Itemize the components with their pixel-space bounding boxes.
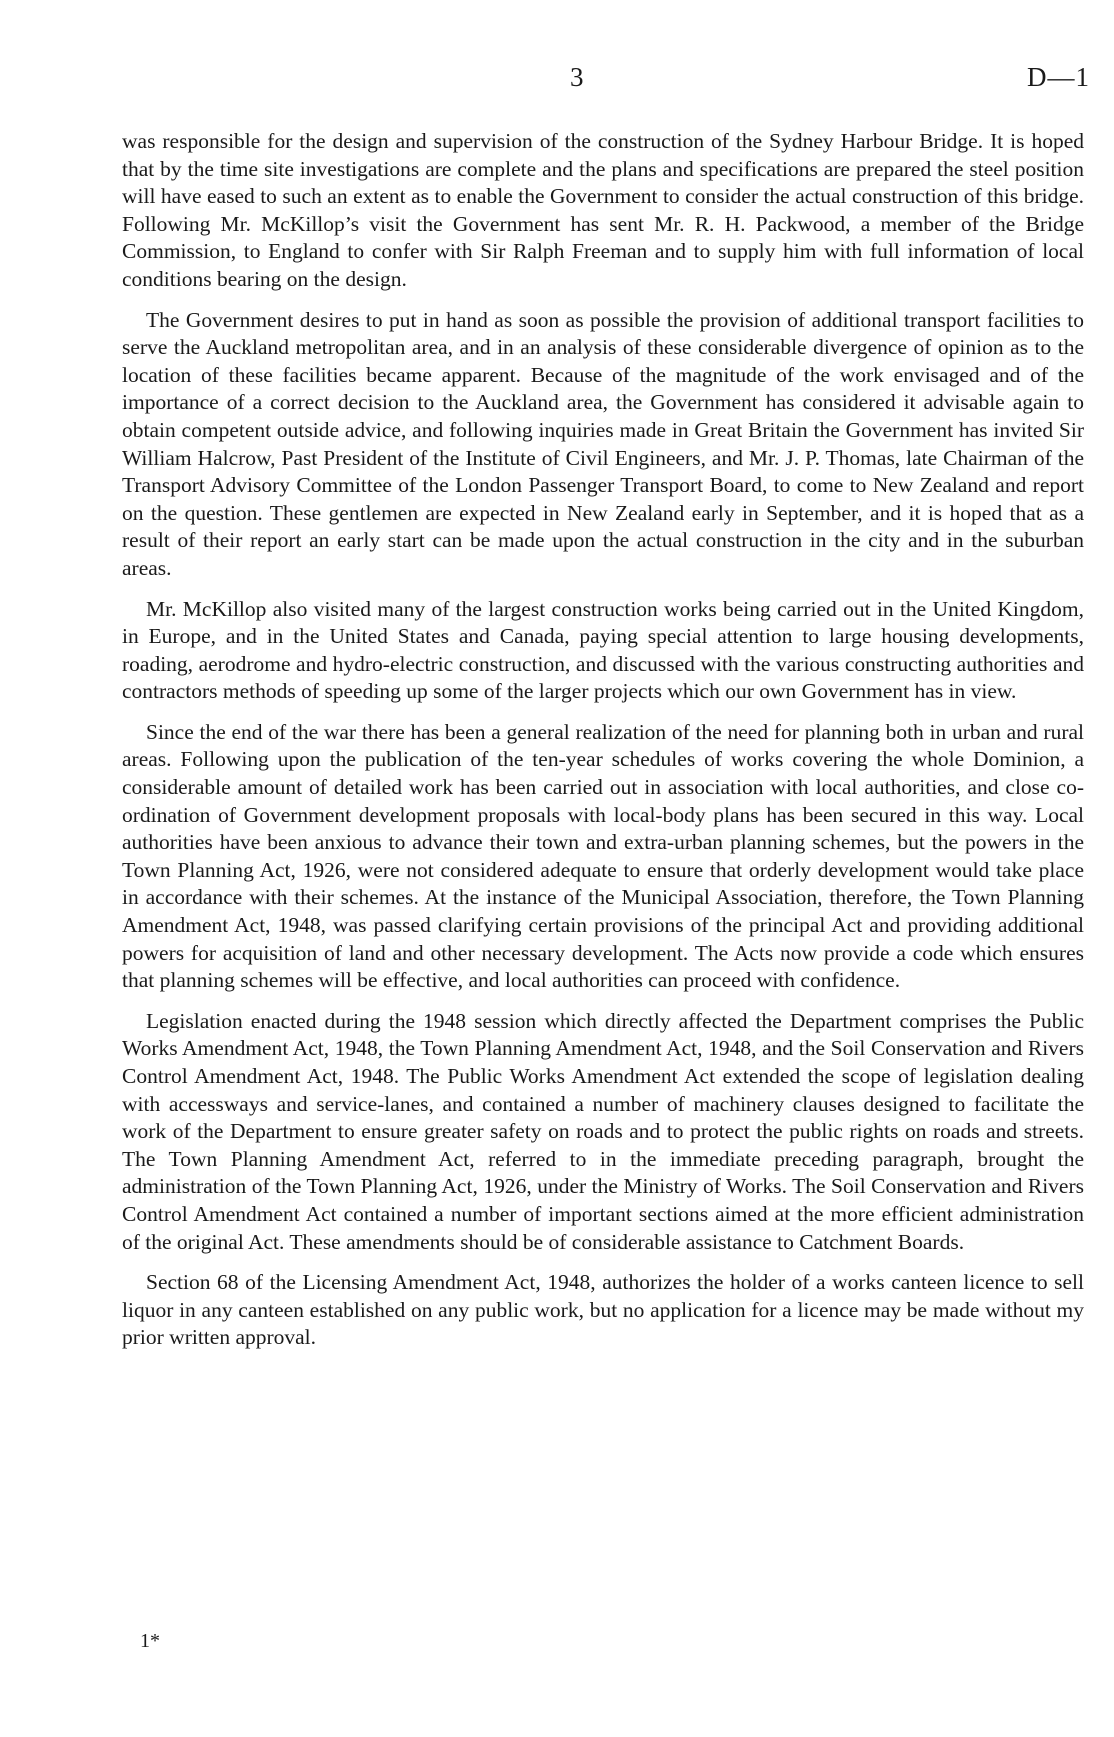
document-reference: D—1 — [1027, 62, 1090, 92]
paragraph-planning: Since the end of the war there has been a general realization of the need for planning both in urban and rural areas. Following upon the publication of the ten-year schedules of works covering the whole Dominion, a considerable amount of detailed work has been carried out in association with local authorities, and close co-ordination of Government development proposals with local-body plans has been secured in this way. Local authorities have been anxious to advance their town and extra-urban planning schemes, but the powers in the Town Planning Act, 1926, were not considered adequate to ensure that orderly development would take place in accordance with their schemes. At the instance of the Municipal Association, therefore, the Town Planning Amendment Act, 1948, was passed clarifying certain provisions of the principal Act and providing additional powers for acquisition of land and other necessary development. The Acts now provide a code which ensures that planning schemes will be effective, and local authorities can proceed with confidence. — [122, 719, 1084, 993]
paragraph-bridge-design: was responsible for the design and supervision of the construction of the Sydney Harbour Bridge. It is hoped that by the time site investigations are complete and the plans and specifications are prepared the steel position will have eased to such an extent as to enable the Government to consider the actual construction of this bridge. Following Mr. McKillop’s visit the Government has sent Mr. R. H. Packwood, a member of the Bridge Commission, to England to confer with Sir Ralph Freeman and to supply him with full information of local conditions bearing on the design. — [122, 129, 1084, 291]
document-body — [122, 128, 1084, 1365]
signature-mark: 1* — [140, 1630, 160, 1652]
page-number: 3 — [570, 62, 585, 92]
paragraph-mckillop-visits: Mr. McKillop also visited many of the largest construction works being carried out in the United Kingdom, in Europe, and in the United States and Canada, paying special attention to large housing developments, roading, aerodrome and hydro-electric construction, and discussed with the various constructing authorities and contractors methods of speeding up some of the larger projects which our own Government has in view. — [122, 596, 1084, 704]
page-header — [0, 62, 1114, 102]
paragraph-legislation: Legislation enacted during the 1948 session which directly affected the Department comprises the Public Works Amendment Act, 1948, the Town Planning Amendment Act, 1948, and the Soil Conservation and Rivers Control Amendment Act, 1948. The Public Works Amendment Act extended the scope of legislation dealing with accessways and service-lanes, and contained a number of machinery clauses designed to facilitate the work of the Department to ensure greater safety on roads and to protect the public rights on roads and streets. The Town Planning Amendment Act, referred to in the immediate preceding paragraph, brought the administration of the Town Planning Act, 1926, under the Ministry of Works. The Soil Conservation and Rivers Control Amendment Act contained a number of important sections aimed at the more efficient administration of the original Act. These amendments should be of considerable assistance to Catchment Boards. — [122, 1008, 1084, 1254]
paragraph-licensing: Section 68 of the Licensing Amendment Act, 1948, authorizes the holder of a works canteen licence to sell liquor in any canteen established on any public work, but no application for a licence may be made without my prior written approval. — [122, 1270, 1084, 1350]
paragraph-auckland-transport: The Government desires to put in hand as soon as possible the provision of additional transport facilities to serve the Auckland metropolitan area, and in an analysis of these considerable divergence of opinion as to the location of these facilities became apparent. Because of the magnitude of the work envisaged and of the importance of a correct decision to the Auckland area, the Government has considered it advisable again to obtain competent outside advice, and following inquiries made in Great Britain the Government has invited Sir William Halcrow, Past President of the Institute of Civil Engineers, and Mr. J. P. Thomas, late Chairman of the Transport Advisory Committee of the London Passenger Transport Board, to come to New Zealand and report on the question. These gentlemen are expected in New Zealand early in September, and it is hoped that as a result of their report an early start can be made upon the actual construction in the city and in the suburban areas. — [122, 307, 1084, 580]
